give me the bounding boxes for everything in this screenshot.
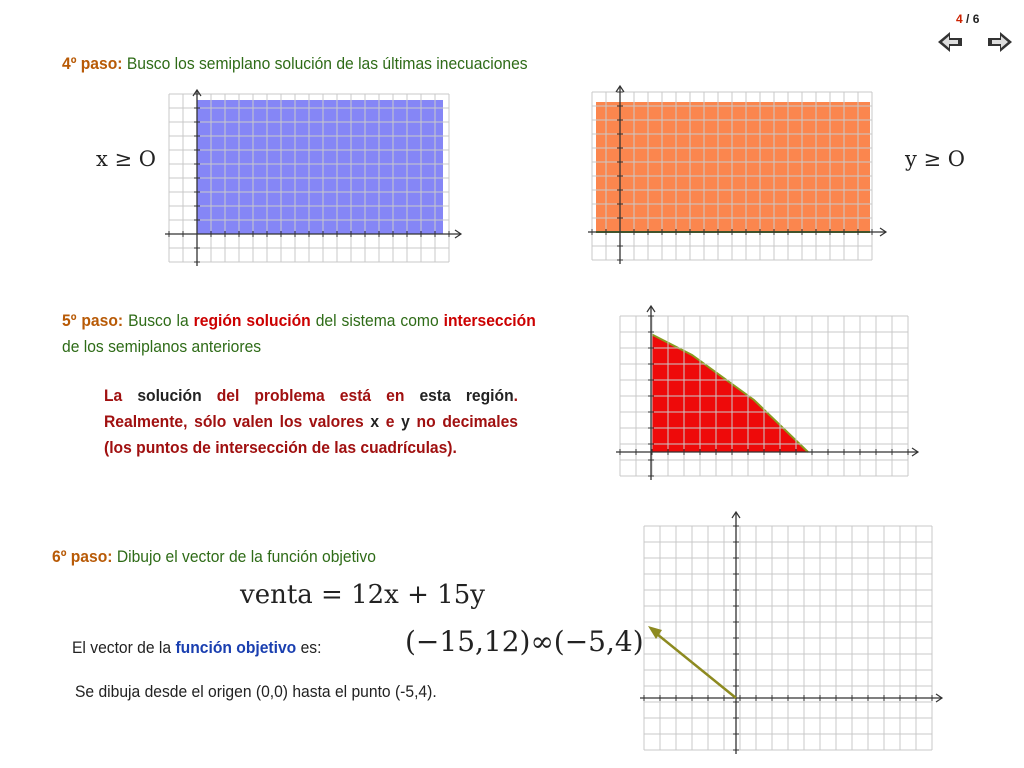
step5-highlight-region: región solución <box>193 311 311 330</box>
page-indicator <box>956 12 979 26</box>
solution-text-5: no decimales (los puntos de intersección de las cuadrículas). <box>104 412 518 457</box>
solution-word-esta: esta <box>419 386 451 405</box>
vector-text-key: función objetivo <box>175 638 297 657</box>
step5-paragraph <box>62 308 536 360</box>
step4-label: 4º paso: <box>62 54 123 73</box>
red-feasible-region <box>651 334 808 452</box>
solution-text-2: del problema está en <box>216 386 405 405</box>
inequality-y: y ≥ O <box>905 147 966 171</box>
origin-sentence: Se dibuja desde el origen (0,0) hasta el punto (-5,4). <box>75 682 437 701</box>
step5-text-a: Busco la <box>128 311 189 330</box>
grid-lines <box>644 526 932 750</box>
solution-word-solucion: solución <box>137 386 202 405</box>
step6-text: Dibujo el vector de la función objetivo <box>116 547 376 566</box>
prev-arrow-icon <box>936 30 964 54</box>
step5-text-c: de los semiplanos anteriores <box>62 337 262 356</box>
step5-text-b: del sistema como <box>315 311 439 330</box>
vector-value: (−15,12)∞(−5,4) <box>405 625 644 658</box>
objective-equation: venta = 12x + 15y <box>240 580 485 610</box>
solution-text-4: e <box>385 412 395 431</box>
solution-text-3: . Realmente, sólo valen los valores <box>104 386 518 431</box>
solution-word-region: región <box>465 386 514 405</box>
graph-x-halfplane <box>165 88 465 268</box>
vector-text-post: es: <box>300 638 322 657</box>
orange-halfplane <box>596 102 870 232</box>
solution-text-1: La <box>104 386 123 405</box>
graph-feasible-region <box>590 300 930 485</box>
graph-objective-vector <box>630 508 950 766</box>
next-button[interactable] <box>986 30 1014 52</box>
page-current: 4 <box>956 12 963 26</box>
solution-word-y: y <box>401 412 410 431</box>
inequality-x: x ≥ O <box>96 147 157 171</box>
step5-label: 5º paso: <box>62 311 124 330</box>
prev-button[interactable] <box>936 30 964 52</box>
step6-label: 6º paso: <box>52 547 113 566</box>
solution-word-x: x <box>370 412 380 431</box>
page-separator: / <box>966 12 970 26</box>
blue-halfplane <box>197 100 443 234</box>
step6-heading <box>52 547 376 567</box>
solution-paragraph <box>104 383 518 461</box>
graph-y-halfplane <box>588 82 890 267</box>
step4-text: Busco los semiplano solución de las últimas inecuaciones <box>126 54 528 73</box>
objective-vector-line <box>652 630 736 698</box>
vector-sentence <box>72 638 321 658</box>
next-arrow-icon <box>986 30 1014 54</box>
vector-text-pre: El vector de la <box>72 638 172 657</box>
step5-highlight-intersection: intersección <box>443 311 536 330</box>
page-total: 6 <box>972 12 980 26</box>
step4-heading <box>62 54 528 74</box>
